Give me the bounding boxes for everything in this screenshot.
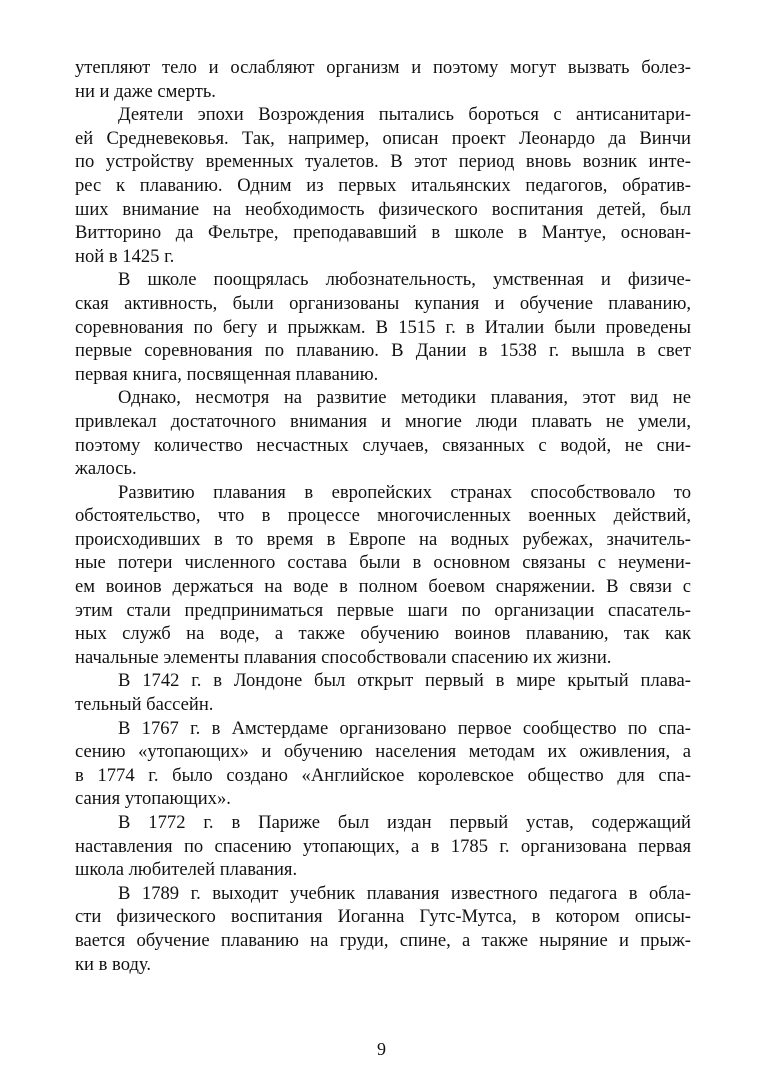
text-line: В 1772 г. в Париже был издан первый устав, содержащий — [118, 812, 691, 833]
text-line: тельный бассейн. — [75, 694, 214, 716]
text-line: Развитию плавания в европейских странах способствовало то — [118, 481, 691, 503]
text-line: ших внимание на необходимость физического воспитания детей, был — [75, 198, 691, 220]
paragraph — [75, 56, 691, 103]
text-line: ные потери численного состава были в основном связаны с неумени- — [75, 552, 691, 574]
text-line: ной в 1425 г. — [75, 245, 175, 267]
text-line: школа любителей плавания. — [75, 859, 298, 881]
text-line: Витторино да Фельтре, преподававший в школе в Мантуе, основан- — [75, 222, 691, 244]
text-line: жалось. — [75, 458, 137, 480]
text-line: сти физического воспитания Иоганна Гутс-Мутса, в котором описы- — [75, 906, 691, 928]
text-line: утепляют тело и ослабляют организм и поэтому могут вызвать болез- — [75, 57, 691, 78]
text-line: ни и даже смерть. — [75, 80, 216, 102]
paragraph — [75, 103, 691, 268]
text-line: ей Средневековья. Так, например, описан проект Леонардо да Винчи — [75, 127, 691, 149]
paragraph — [75, 882, 691, 976]
text-line: В 1767 г. в Амстердаме организовано первое сообщество по спа- — [118, 717, 691, 739]
text-line: Однако, несмотря на развитие методики плавания, этот вид не — [118, 387, 691, 409]
text-line: ных служб на воде, а также обучению воинов плаванию, так как — [75, 623, 691, 645]
text-line: В 1742 г. в Лондоне был открыт первый в мире крытый плава- — [118, 670, 691, 692]
text-line: наставления по спасению утопающих, а в 1785 г. организована первая — [75, 835, 691, 857]
text-line: привлекал достаточного внимания и многие люди плавать не умели, — [75, 410, 691, 432]
page-body — [75, 56, 691, 976]
text-line: начальные элементы плавания способствовали спасению их жизни. — [75, 646, 612, 668]
text-line: поэтому количество несчастных случаев, связанных с водой, не сни- — [75, 434, 691, 456]
text-line: первые соревнования по плаванию. В Дании в 1538 г. вышла в свет — [75, 340, 691, 362]
text-line: ская активность, были организованы купания и обучение плаванию, — [75, 292, 691, 314]
text-line: сания утопающих». — [75, 788, 231, 810]
text-line: ки в воду. — [75, 953, 152, 975]
text-line: происходивших в то время в Европе на водных рубежах, значитель- — [75, 528, 691, 550]
paragraph — [75, 811, 691, 882]
text-line: В школе поощрялась любознательность, умственная и физиче- — [118, 269, 691, 291]
page-number: 9 — [377, 1039, 386, 1059]
text-line: по устройству временных туалетов. В этот период вновь возник инте- — [75, 151, 691, 173]
paragraph — [75, 717, 691, 811]
text-line: этим стали предприниматься первые шаги по организации спасатель- — [75, 599, 691, 621]
text-line: В 1789 г. выходит учебник плавания известного педагога в обла- — [118, 882, 691, 904]
text-line: первая книга, посвященная плаванию. — [75, 363, 379, 385]
paragraph — [75, 386, 691, 480]
text-line: Деятели эпохи Возрождения пытались бороться с антисанитари- — [118, 104, 691, 126]
paragraph — [75, 268, 691, 386]
text-line: в 1774 г. было создано «Английское королевское общество для спа- — [75, 764, 691, 786]
text-line: вается обучение плаванию на груди, спине, а также ныряние и прыж- — [75, 929, 691, 951]
text-line: обстоятельство, что в процессе многочисленных военных действий, — [75, 505, 691, 527]
text-line: соревнования по бегу и прыжкам. В 1515 г. в Италии были проведены — [75, 316, 691, 338]
text-line: ем воинов держаться на воде в полном боевом снаряжении. В связи с — [75, 576, 691, 598]
paragraph — [75, 481, 691, 670]
text-line: сению «утопающих» и обучению населения методам их оживления, а — [75, 741, 691, 763]
paragraph — [75, 669, 691, 716]
text-line: рес к плаванию. Одним из первых итальянских педагогов, обратив- — [75, 174, 691, 196]
